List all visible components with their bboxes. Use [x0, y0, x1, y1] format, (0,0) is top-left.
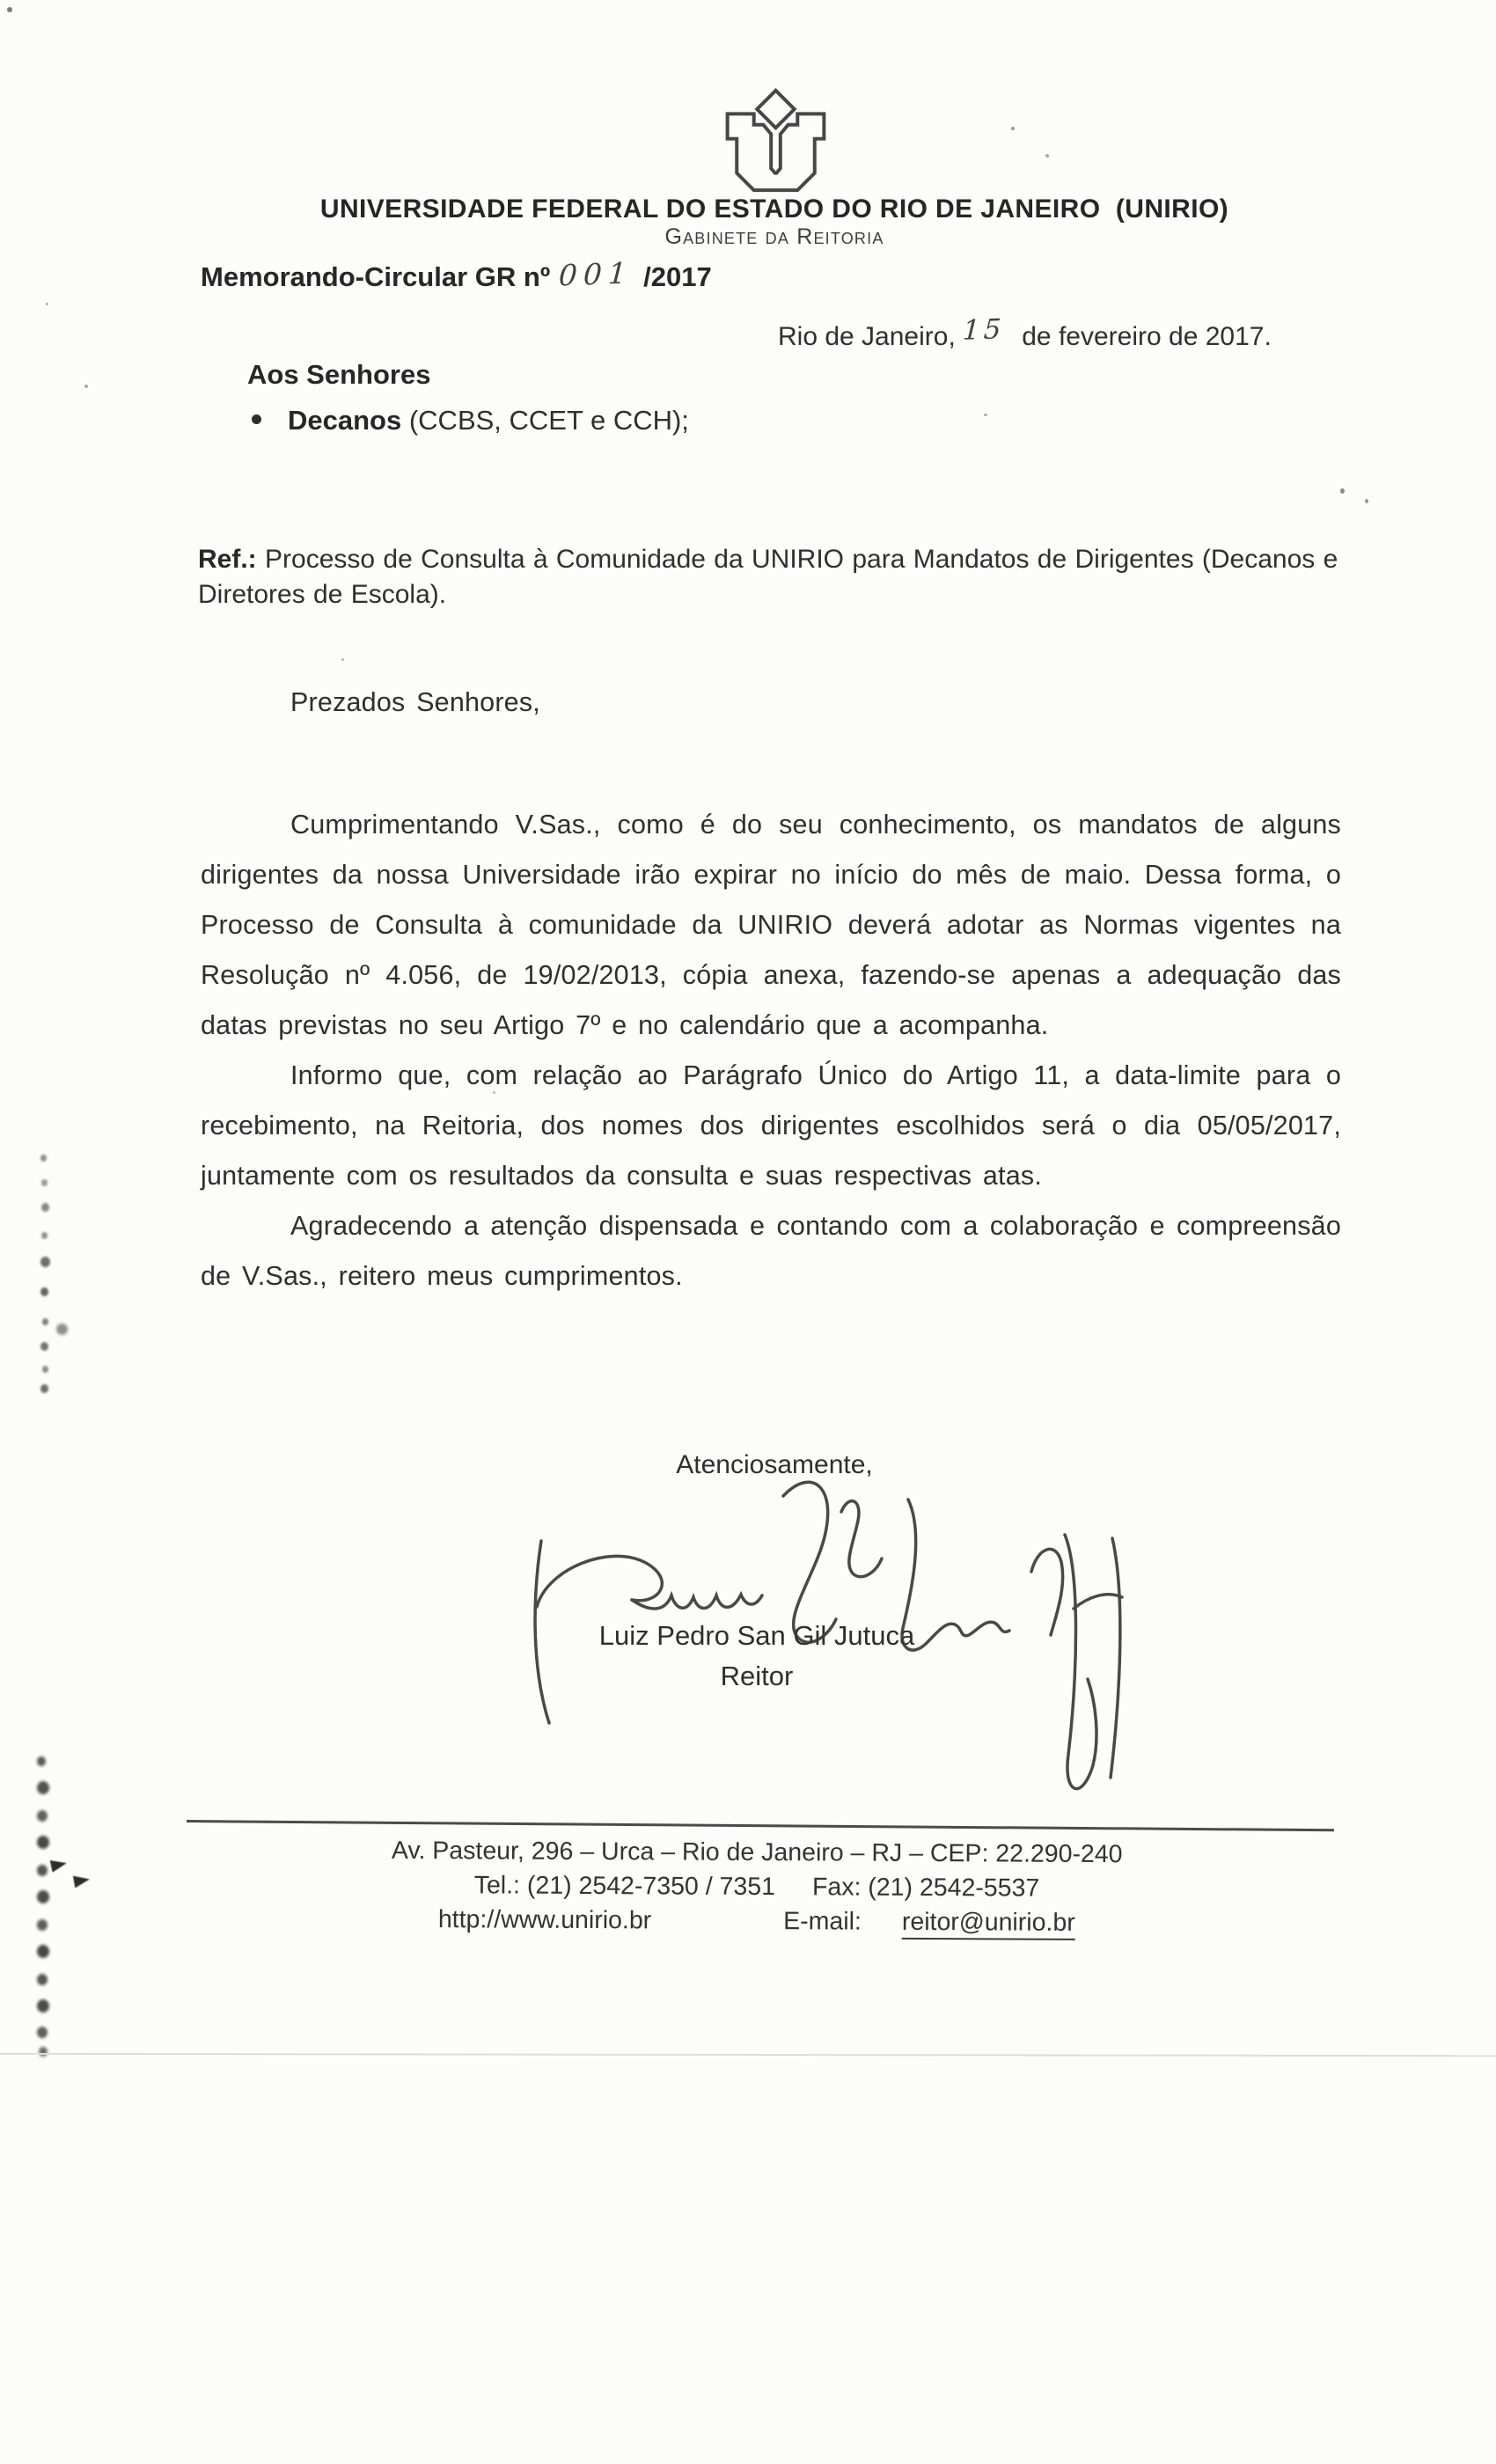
- scan-artifact-speck: [1365, 499, 1368, 503]
- scan-artifact-speck: [46, 303, 48, 305]
- valediction: Atenciosamente,: [676, 1450, 873, 1479]
- scan-artifact-speck: [7, 7, 12, 12]
- signer-title: Reitor: [720, 1661, 794, 1691]
- date-suffix: de fevereiro de 2017.: [1022, 322, 1272, 351]
- scan-artifact-speck: [1011, 127, 1015, 130]
- scan-artifact-streak: [37, 1756, 46, 1766]
- recipient-item: [252, 405, 689, 436]
- office-name: Gabinete da Reitoria: [664, 224, 884, 249]
- reference-text: Processo de Consulta à Comunidade da UNIRIO para Mandatos de Dirigentes (Decanos e Diretores de Escola).: [198, 545, 1338, 609]
- footer-phone: Tel.: (21) 2542-7350 / 7351: [473, 1871, 776, 1902]
- recipients-heading: Aos Senhores: [247, 359, 431, 390]
- footer-email: reitor@unirio.br: [902, 1908, 1075, 1940]
- spacer: [651, 1928, 783, 1929]
- scan-artifact-speck: [1045, 154, 1049, 158]
- bullet-icon: [252, 414, 261, 424]
- scan-artifact-speck: [1340, 488, 1345, 494]
- scan-artifact-line: [0, 2053, 1496, 2057]
- footer-fax: Fax: (21) 2542-5537: [811, 1873, 1040, 1903]
- footer-web-email: [132, 1901, 1382, 1941]
- paragraph-1: Cumprimentando V.Sas., como é do seu conhecimento, os mandatos de alguns dirigentes da nossa Universidade irão expirar no início do mês de maio. Dessa forma, o Processo de Consulta à comunidade da UNIRIO deverá adotar as Normas vigentes na Resolução nº 4.056, de 19/02/2013, cópia anexa, fazendo-se apenas a adequação das datas previstas no seu Artigo 7º e no calendário que a acompanha.: [201, 810, 1341, 1040]
- recipient-role: Decanos: [288, 405, 402, 436]
- date-prefix: Rio de Janeiro,: [778, 322, 956, 351]
- signer-name: Luiz Pedro San Gil Jutuca: [598, 1620, 915, 1651]
- university-name: UNIVERSIDADE FEDERAL DO ESTADO DO RIO DE JANEIRO (UNIRIO): [319, 194, 1229, 224]
- scan-artifact-speck: [84, 385, 88, 388]
- paragraph-3: Agradecendo a atenção dispensada e contando com a colaboração e compreensão de V.Sas., reitero meus cumprimentos.: [201, 1211, 1341, 1291]
- unirio-logo-icon: [698, 81, 854, 206]
- footer-contact-block: [132, 1832, 1382, 1941]
- scan-artifact-mark: [50, 1857, 69, 1872]
- date-line: [778, 313, 1272, 352]
- reference-block: [198, 542, 1368, 612]
- date-day-handwritten: 15: [961, 313, 1006, 347]
- footer-address: Av. Pasteur, 296 – Urca – Rio de Janeiro – RJ – CEP: 22.290-240: [391, 1836, 1123, 1869]
- scan-artifact-streak: [40, 1155, 47, 1162]
- memo-year: /2017: [643, 261, 712, 292]
- letter-body: [201, 678, 1341, 1302]
- paragraph-2: Informo que, com relação ao Parágrafo Único do Artigo 11, a data-limite para o recebimento, na Reitoria, dos nomes dos dirigentes escolhidos será o dia 05/05/2017, juntamente com os resultados da consulta e suas respectivas atas.: [201, 1060, 1341, 1191]
- greeting: Prezados Senhores,: [290, 687, 540, 717]
- scan-artifact-mark: [73, 1874, 91, 1888]
- memo-number-handwritten: 001: [558, 255, 634, 293]
- memo-number-line: [201, 255, 712, 293]
- scan-artifact-speck: [984, 414, 987, 416]
- signature-scribble: [493, 1457, 1126, 1827]
- footer-email-label: E-mail:: [783, 1907, 862, 1936]
- footer-website: http://www.unirio.br: [437, 1905, 652, 1935]
- scan-artifact-speck: [341, 658, 344, 661]
- memo-label: Memorando-Circular GR nº: [201, 261, 551, 292]
- reference-label: Ref.:: [198, 545, 257, 574]
- scan-artifact-blob: [56, 1324, 68, 1335]
- recipient-detail: (CCBS, CCET e CCH);: [401, 405, 689, 436]
